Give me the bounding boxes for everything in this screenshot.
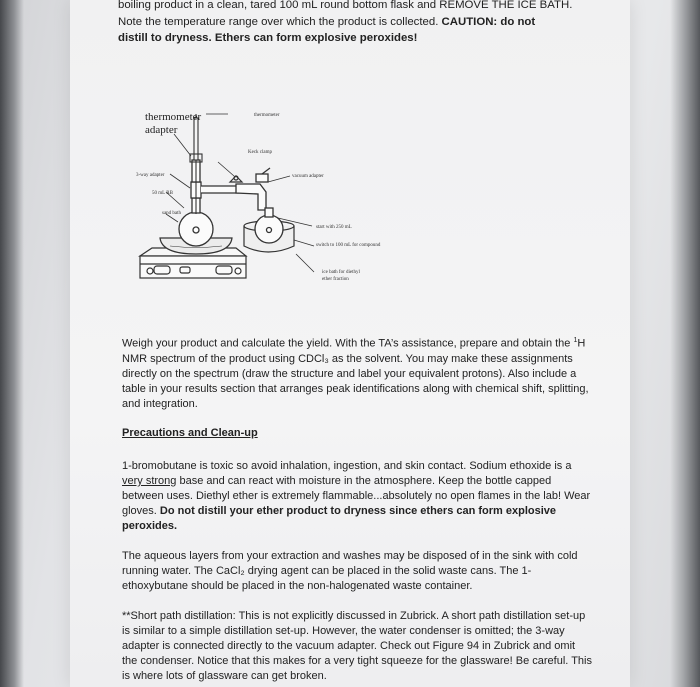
ice-bath-label-2: ether fraction: [322, 277, 349, 282]
sand-bath-label: sand bath: [162, 211, 182, 216]
p2-underlined: very strong: [122, 475, 177, 487]
receiving-flask: [255, 208, 283, 243]
yield-nmr-paragraph: [122, 333, 592, 412]
p1-text-b: H NMR spectrum of the product using CDCl₃ as the solvent. You may make these assignments directly on the spectrum (draw the structure and label your equivalent protons). Also include a table in your results section that arranges peak identifications along with chemical shift, splitting, and integration.: [122, 337, 589, 410]
thermometer-adapter-label-2: adapter: [145, 124, 178, 136]
short-path-paragraph: **Short path distillation: This is not explicitly discussed in Zubrick. A short path distillation set-up is similar to a simple distillation set-up. However, the water condenser is omitted; the 3-way adapter is connected directly to the vacuum adapter. Check out Figure 94 in Zubrick and omit the condenser. Notice that this makes for a very tight squeeze for the glassware! Be careful. This is where lots of glassware can get broken.: [122, 610, 592, 682]
start-250ml-label: start with 250 mL: [316, 225, 352, 230]
three-way-adapter: [191, 160, 238, 198]
caution-label: CAUTION:: [441, 15, 498, 28]
ice-bath-label-1: ice bath for diethyl: [322, 270, 360, 275]
intro-line-3: distill to dryness. Ethers can form explosive peroxides!: [118, 32, 418, 44]
p2-text-b: base and can react with moisture in the atmosphere. Keep the bottle capped between uses. Diethyl ether is extremely flammable...absolutely no open flames in the lab! Wear gloves.: [122, 475, 591, 517]
p1-text-a: Weigh your product and calculate the yield. With the TA’s assistance, prepare and obtain the: [122, 337, 574, 350]
vacuum-adapter-label: vacuum adapter: [292, 174, 324, 179]
keck-clamp-label: Keck clamp: [248, 150, 273, 155]
left-shadow: [0, 0, 24, 687]
intro-line-2: Note the temperature range over which the product is collected.: [118, 15, 442, 28]
keck-clamp: [230, 176, 242, 182]
intro-line-2b: do not: [497, 15, 536, 28]
intro-paragraph: [118, 0, 618, 47]
thermometer-label: thermometer: [254, 113, 280, 118]
flask-50ml-label: 50 mL RB: [152, 191, 173, 196]
p1-superscript: 1: [573, 337, 578, 344]
intro-line-1: boiling product in a clean, tared 100 mL round bottom flask and REMOVE THE ICE BATH.: [118, 0, 573, 11]
distillation-apparatus-diagram: [118, 96, 418, 306]
disposal-paragraph: The aqueous layers from your extraction and washes may be disposed of in the sink with cold running water. The CaCl₂ drying agent can be placed in the solid waste cans. The 1-ethoxybutane should be placed in the non-halogenated waste container.: [122, 550, 578, 592]
switch-100ml-label: switch to 100 mL for compound: [316, 243, 381, 248]
three-way-adapter-label: 3-way adapter: [136, 173, 165, 178]
thermometer-adapter-label-1: thermometer: [145, 111, 202, 123]
p2-text-a: 1-bromobutane is toxic so avoid inhalation, ingestion, and skin contact. Sodium ethoxide is a: [122, 460, 572, 472]
safety-paragraph: [122, 459, 592, 534]
p2-bold-warning: Do not distill your ether product to dryness since ethers can form explosive peroxides.: [122, 505, 557, 532]
right-shadow: [670, 0, 700, 687]
vacuum-adapter: [236, 168, 270, 210]
precautions-heading: Precautions and Clean-up: [122, 427, 258, 439]
